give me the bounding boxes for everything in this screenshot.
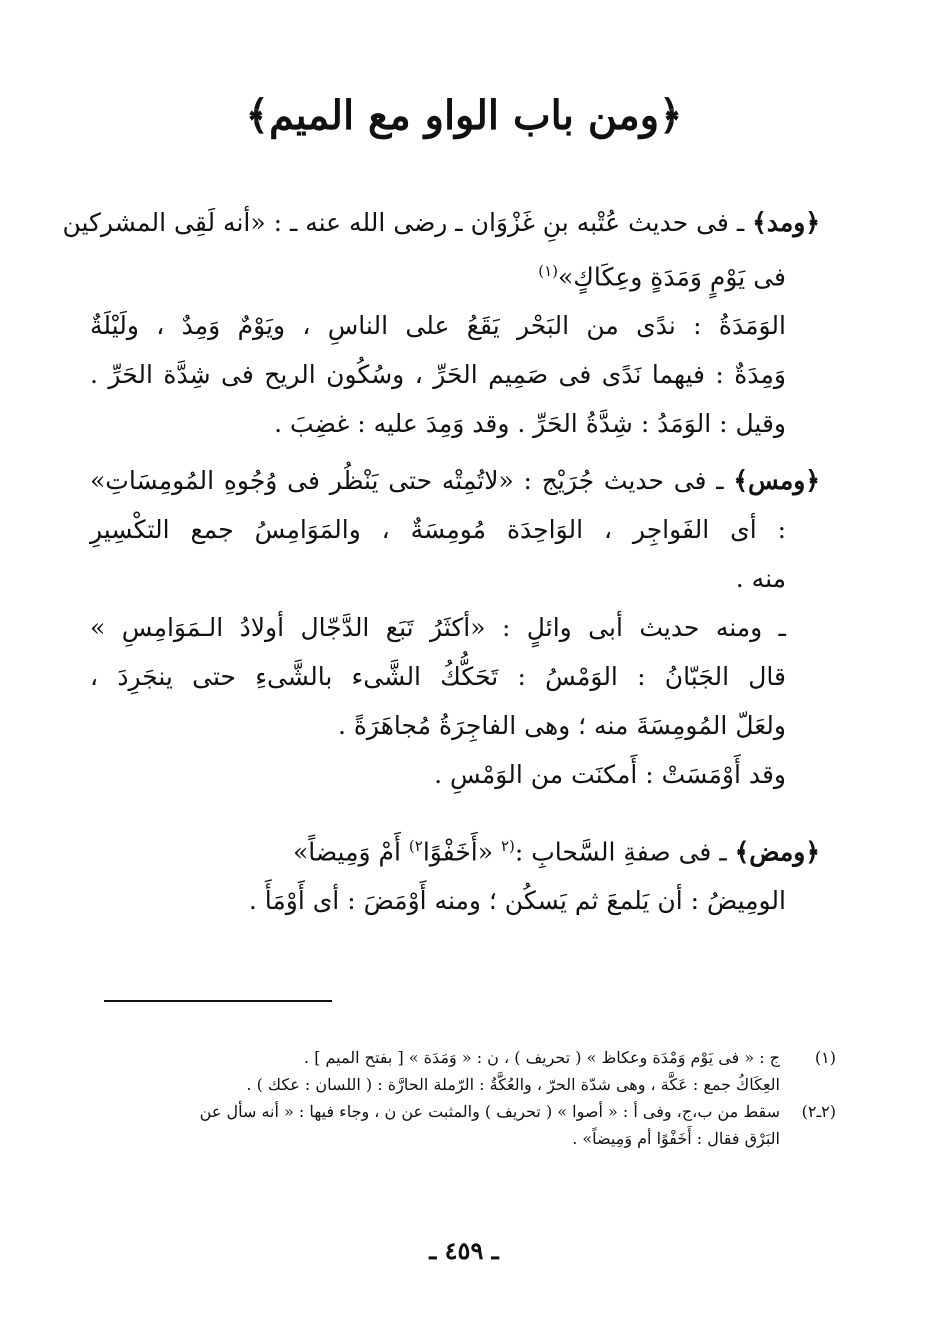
chapter-title: ﴿ومن باب الواو مع الميم﴾ — [245, 92, 683, 139]
entry-line — [62, 198, 820, 247]
footnote-divider — [104, 1000, 332, 1002]
entry-line — [90, 456, 820, 505]
footnote-text: ج : « فى يَوْم وَمْدَة وعكاظ » ( تحريف ) ، ن : « وَمَدَة » [ بفتح الميم ] . — [304, 1048, 780, 1067]
entry-line: الومِيضُ : أن يَلمعَ ثم يَسكُن ؛ ومنه أَوْمَضَ : أى أَوْمَأَ . — [248, 886, 786, 916]
entry-headword: ﴿ومس﴾ — [733, 466, 820, 495]
footnote — [96, 1098, 836, 1152]
footnotes — [96, 1044, 836, 1152]
entry-line: ولعَلّ المُومِسَةَ منه ؛ وهى الفاجِرَةُ مُجاهَرَةً . — [337, 711, 786, 740]
footnote-number: (٢ـ٢) — [801, 1102, 836, 1121]
footnote-ref: (١) — [538, 262, 559, 280]
entry-text: ـ فى حديث عُتْبه بنِ غَزْوَان ـ رضى الله عنه ـ : «أنه لَقِى المشركين — [62, 208, 745, 237]
footnote-number: (١) — [814, 1048, 836, 1067]
footnote — [96, 1044, 836, 1098]
entry-text: فى يَوْمٍ وَمَدَةٍ وعِكَاكٍ» — [558, 262, 786, 292]
entry-line: وقد أَوْمَسَتْ : أَمكنَت من الوَمْسِ . — [434, 760, 786, 789]
entry-line: ـ ومنه حديث أبى وائلٍ : «أكثَرُ تَبَع الدَّجّال أولادُ الـمَوَامِسِ » — [90, 613, 786, 642]
footnote-ref: (٢ — [500, 837, 515, 855]
entry-line: : أى الفَواجِر ، الوَاحِدَة مُومِسَةٌ ، والمَوَامِسُ جمع التكْسِيرِ — [90, 515, 786, 544]
entry-line — [90, 822, 820, 876]
entry-headword: ﴿ومد﴾ — [752, 208, 820, 237]
entry-wamd2 — [90, 822, 820, 925]
entry-line: قال الجَبّانُ : الوَمْسُ : تَحَكُّكُ الشَّىء بالشَّىءِ حتى ينجَرِدَ ، — [90, 662, 786, 691]
entry-wamd — [62, 198, 820, 448]
entry-headword: ﴿ومض﴾ — [734, 837, 820, 867]
entry-wams — [90, 456, 820, 799]
entry-text: ـ فى حديث جُرَيْج : «لاتُمِتْه حتى يَنْظُر فى وُجُوهِ المُومِسَاتِ» — [90, 466, 724, 495]
footnote-text: العِكَاكُ جمع : عَكَّة ، وهى شدّة الحرّ ، والعُكَّةُ : الرّملة الحارَّة : ( اللسان : عكك ) . — [246, 1075, 780, 1094]
entry-text: «أَخَفْوًا — [422, 837, 494, 867]
entry-text: ـ فى صفةِ السَّحابِ : — [514, 837, 727, 867]
entry-line: وقيل : الوَمَدُ : شِدَّةُ الحَرِّ . وقد وَمِدَ عليه : غضِبَ . — [274, 409, 786, 439]
footnote-text: البَرْق فقال : أَخَفْوًا أم وَمِيضاً» . — [572, 1129, 780, 1148]
entry-line: منه . — [735, 564, 786, 593]
entry-line — [90, 247, 820, 301]
page-number: ـ ٤٥٩ ـ — [429, 1236, 499, 1265]
entry-line: الوَمَدَةُ : ندًى من البَحْر يَقَعُ على الناسِ ، ويَوْمٌ وَمِدٌ ، ولَيْلَةٌ — [90, 311, 786, 341]
footnote-ref: ٢) — [408, 837, 423, 855]
footnote-text: سقط من ب،ج، وفى أ : « أصوا » ( تحريف ) والمثبت عن ن ، وجاء فيها : « أنه سأل عن — [199, 1102, 780, 1121]
entry-line: وَمِدَةٌ : فيهما نَدًى فى صَمِيم الحَرِّ ، وسُكُون الريح فى شِدَّة الحَرِّ . — [90, 360, 786, 390]
entry-text: أَمْ وَمِيضاً» — [292, 837, 401, 867]
